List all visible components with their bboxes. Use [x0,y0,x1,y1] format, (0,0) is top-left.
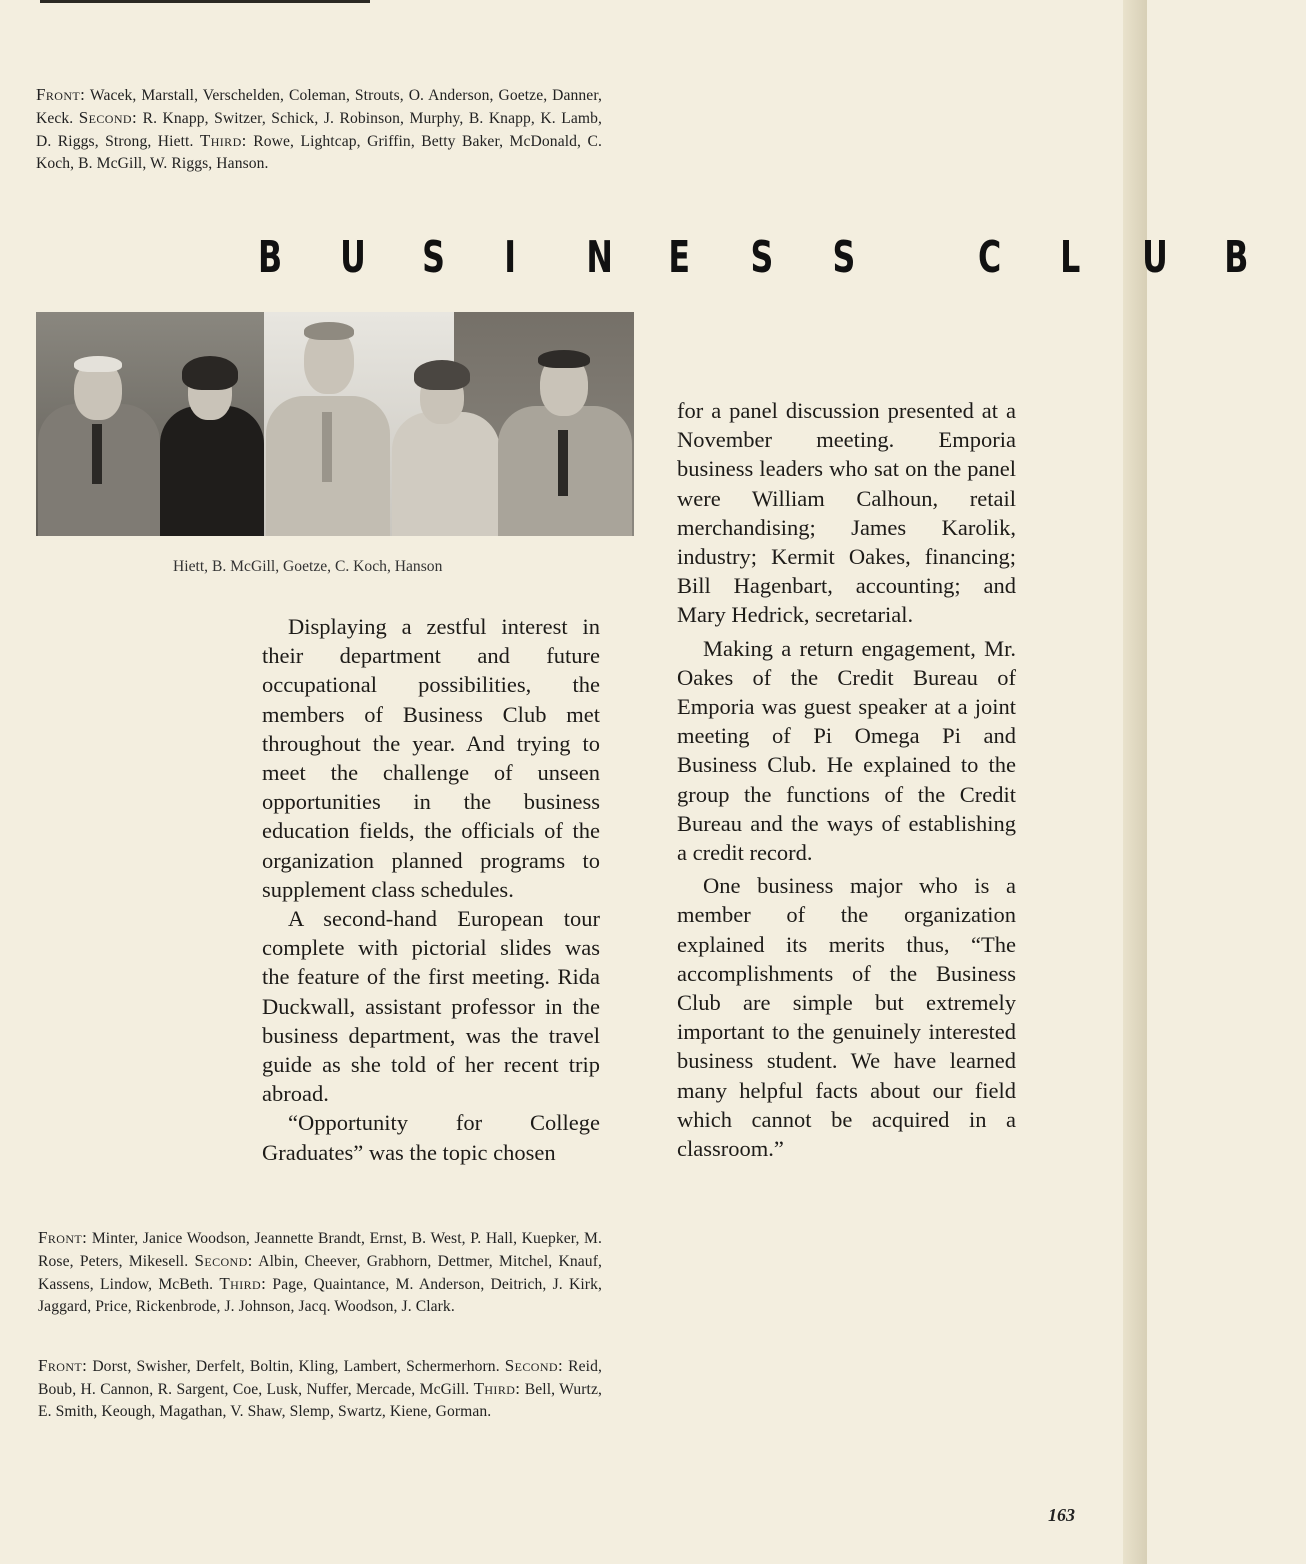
person-koch [390,312,502,536]
paragraph: One business major who is a member of the organization explained its merits thus, “The accomplishments of the Business Club are simple but extremely important to the genuinely interested business student. We have learned many helpful facts about our field which cannot be acquired in a classroom.” [677,873,1016,1162]
caption-label: Second: [78,108,138,127]
article-column-2 [677,396,1016,1163]
caption-names: Wacek, Marstall, Verschelden, Coleman, Strouts, O. Anderson, Goetze, Danner, Keck. [36,87,602,127]
page-number: 163 [1048,1505,1075,1525]
group-photo-caption-top [36,84,602,175]
title-letter: U [1142,232,1168,283]
caption-names: Reid, Boub, H. Cannon, R. Sargent, Coe, Lusk, Nuffer, Mercade, McGill. [38,1358,602,1398]
title-letter: S [422,232,445,283]
paragraph: Displaying a zestful interest in their department and future occupational possibilities, the members of Business Club met throughout the year. And trying to meet the challenge of unseen opportunities in the business education fields, the officials of the organization planned programs to supplement class schedules. [262,614,600,902]
caption-names: Bell, Wurtz, E. Smith, Keough, Magathan, V. Shaw, Slemp, Swartz, Kiene, Gorman. [38,1381,603,1420]
paragraph: for a panel discussion presented at a November meeting. Emporia business leaders who sat on the panel were William Calhoun, retail merchandising; James Karolik, industry; Kermit Oakes, financing; Bill Hagenbart, accounting; and Mary Hedrick, secretarial. [677,398,1016,628]
title-letter: C [978,232,1002,283]
top-rule [40,0,370,3]
paragraph: Making a return engagement, Mr. Oakes of the Credit Bureau of Emporia was guest speaker at a joint meeting of Pi Omega Pi and Business Club. He explained to the group the functions of the Credit Bureau and the ways of establishing a credit record. [677,635,1016,866]
title-letter: E [668,232,691,283]
person-mcgill [158,312,266,536]
caption-label: Front: [38,1228,88,1247]
title-letter: U [340,232,366,283]
article-column-1 [262,612,600,1167]
caption-names: Page, Quaintance, M. Anderson, Deitrich, J. Kirk, Jaggard, Price, Rickenbrode, J. Johnson, Jacq. Woodson, J. Clark. [38,1276,602,1315]
person-hiett [36,312,161,536]
title-letter: N [586,232,613,283]
caption-label: Front: [38,1356,88,1375]
person-hanson [496,312,634,536]
photo-caption: Hiett, B. McGill, Goetze, C. Koch, Hanson [173,558,443,575]
caption-label: Front: [36,85,86,104]
title-letter: L [1060,232,1081,283]
caption-label: Second: [194,1251,253,1270]
title-letter: S [750,232,774,283]
caption-names: Rowe, Lightcap, Griffin, Betty Baker, McDonald, C. Koch, B. McGill, W. Riggs, Hanson. [36,133,602,172]
caption-label: Second: [504,1356,564,1375]
caption-label: Third: [219,1274,267,1293]
officers-photo [36,312,634,536]
person-goetze [264,312,394,536]
title-letter: B [258,232,283,283]
caption-names: Albin, Cheever, Grabhorn, Dettmer, Mitchel, Knauf, Kassens, Lindow, McBeth. [38,1253,602,1293]
caption-names: Dorst, Swisher, Derfelt, Boltin, Kling, Lambert, Schermerhorn. [87,1358,505,1375]
caption-label: Third: [473,1379,521,1398]
caption-names: Minter, Janice Woodson, Jeannette Brandt, Ernst, B. West, P. Hall, Kuepker, M. Rose, Peters, Mikesell. [38,1230,602,1270]
caption-label: Third: [199,131,247,150]
caption-names: R. Knapp, Switzer, Schick, J. Robinson, Murphy, B. Knapp, K. Lamb, D. Riggs, Strong, Hiett. [36,110,602,150]
title-letter: B [1224,232,1249,283]
group-photo-caption-bottom [38,1355,602,1423]
paragraph: A second-hand European tour complete with pictorial slides was the feature of the first meeting. Rida Duckwall, assistant professor in the business department, was the travel guide as she told of her recent trip abroad. [262,906,600,1107]
title-letter: I [504,232,517,283]
paragraph: “Opportunity for College Graduates” was the topic chosen [262,1110,600,1165]
group-photo-caption-middle [38,1227,602,1318]
title-letter: S [832,232,856,283]
page-title [258,232,1306,286]
